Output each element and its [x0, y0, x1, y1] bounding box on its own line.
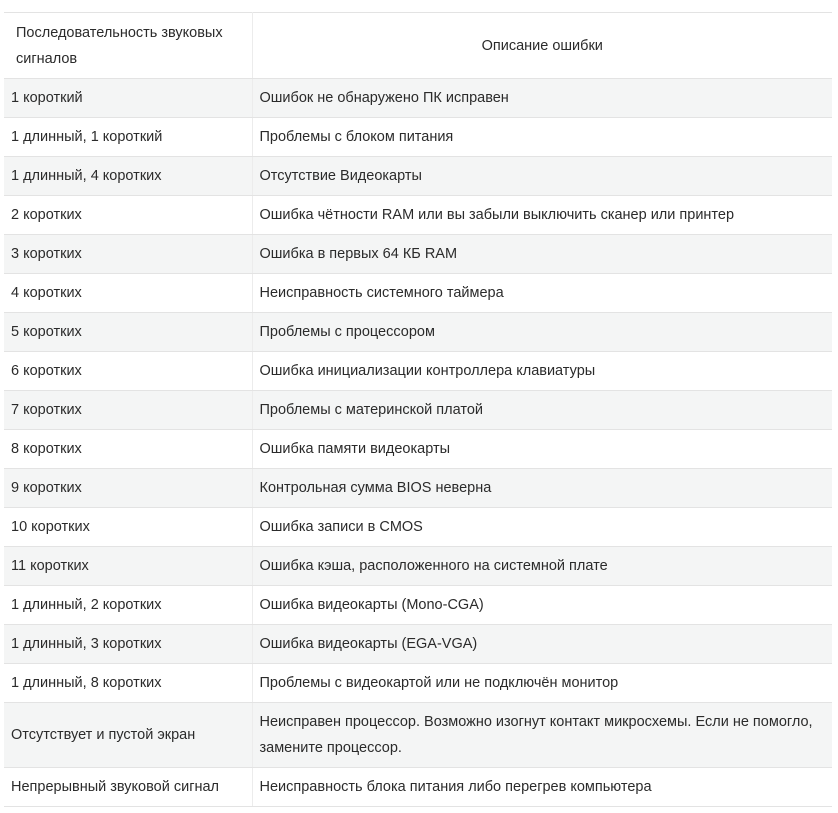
signal-cell: Отсутствует и пустой экран	[4, 703, 252, 768]
table-row	[4, 118, 832, 157]
table-row	[4, 768, 832, 807]
beep-codes-table-container	[4, 12, 832, 807]
signal-cell: 7 коротких	[4, 391, 252, 430]
description-cell: Ошибка видеокарты (EGA-VGA)	[252, 625, 832, 664]
table-row	[4, 430, 832, 469]
table-row	[4, 274, 832, 313]
table-row	[4, 352, 832, 391]
signal-cell: 1 длинный, 2 коротких	[4, 586, 252, 625]
description-cell: Ошибка чётности RAM или вы забыли выключить сканер или принтер	[252, 196, 832, 235]
table-row	[4, 79, 832, 118]
table-row	[4, 586, 832, 625]
signal-cell: 1 длинный, 8 коротких	[4, 664, 252, 703]
description-cell: Отсутствие Видеокарты	[252, 157, 832, 196]
table-row	[4, 664, 832, 703]
description-cell: Неисправен процессор. Возможно изогнут контакт микросхемы. Если не помогло, замените процессор.	[252, 703, 832, 768]
table-body	[4, 79, 832, 807]
signal-cell: 1 длинный, 1 короткий	[4, 118, 252, 157]
table-row	[4, 547, 832, 586]
description-cell: Проблемы с материнской платой	[252, 391, 832, 430]
description-cell: Проблемы с видеокартой или не подключён монитор	[252, 664, 832, 703]
table-row	[4, 235, 832, 274]
description-cell: Ошибок не обнаружено ПК исправен	[252, 79, 832, 118]
description-cell: Неисправность блока питания либо перегрев компьютера	[252, 768, 832, 807]
description-cell: Ошибка кэша, расположенного на системной плате	[252, 547, 832, 586]
table-header-row	[4, 13, 832, 79]
table-row	[4, 313, 832, 352]
signal-cell: 9 коротких	[4, 469, 252, 508]
description-cell: Ошибка инициализации контроллера клавиатуры	[252, 352, 832, 391]
table-row	[4, 157, 832, 196]
signal-cell: 11 коротких	[4, 547, 252, 586]
description-cell: Проблемы с процессором	[252, 313, 832, 352]
description-cell: Ошибка в первых 64 КБ RAM	[252, 235, 832, 274]
beep-codes-table	[4, 12, 832, 807]
signal-cell: 8 коротких	[4, 430, 252, 469]
signal-cell: 4 коротких	[4, 274, 252, 313]
signal-cell: 1 длинный, 4 коротких	[4, 157, 252, 196]
table-row	[4, 703, 832, 768]
description-cell: Неисправность системного таймера	[252, 274, 832, 313]
table-row	[4, 196, 832, 235]
table-row	[4, 508, 832, 547]
header-error-description: Описание ошибки	[252, 13, 832, 79]
description-cell: Контрольная сумма BIOS неверна	[252, 469, 832, 508]
signal-cell: 1 короткий	[4, 79, 252, 118]
table-row	[4, 625, 832, 664]
signal-cell: 1 длинный, 3 коротких	[4, 625, 252, 664]
signal-cell: 2 коротких	[4, 196, 252, 235]
header-signal-sequence: Последовательность звуковых сигналов	[4, 13, 252, 79]
signal-cell: 5 коротких	[4, 313, 252, 352]
description-cell: Ошибка памяти видеокарты	[252, 430, 832, 469]
description-cell: Проблемы с блоком питания	[252, 118, 832, 157]
table-row	[4, 391, 832, 430]
signal-cell: 6 коротких	[4, 352, 252, 391]
description-cell: Ошибка записи в CMOS	[252, 508, 832, 547]
signal-cell: 10 коротких	[4, 508, 252, 547]
signal-cell: Непрерывный звуковой сигнал	[4, 768, 252, 807]
table-row	[4, 469, 832, 508]
signal-cell: 3 коротких	[4, 235, 252, 274]
description-cell: Ошибка видеокарты (Mono-CGA)	[252, 586, 832, 625]
